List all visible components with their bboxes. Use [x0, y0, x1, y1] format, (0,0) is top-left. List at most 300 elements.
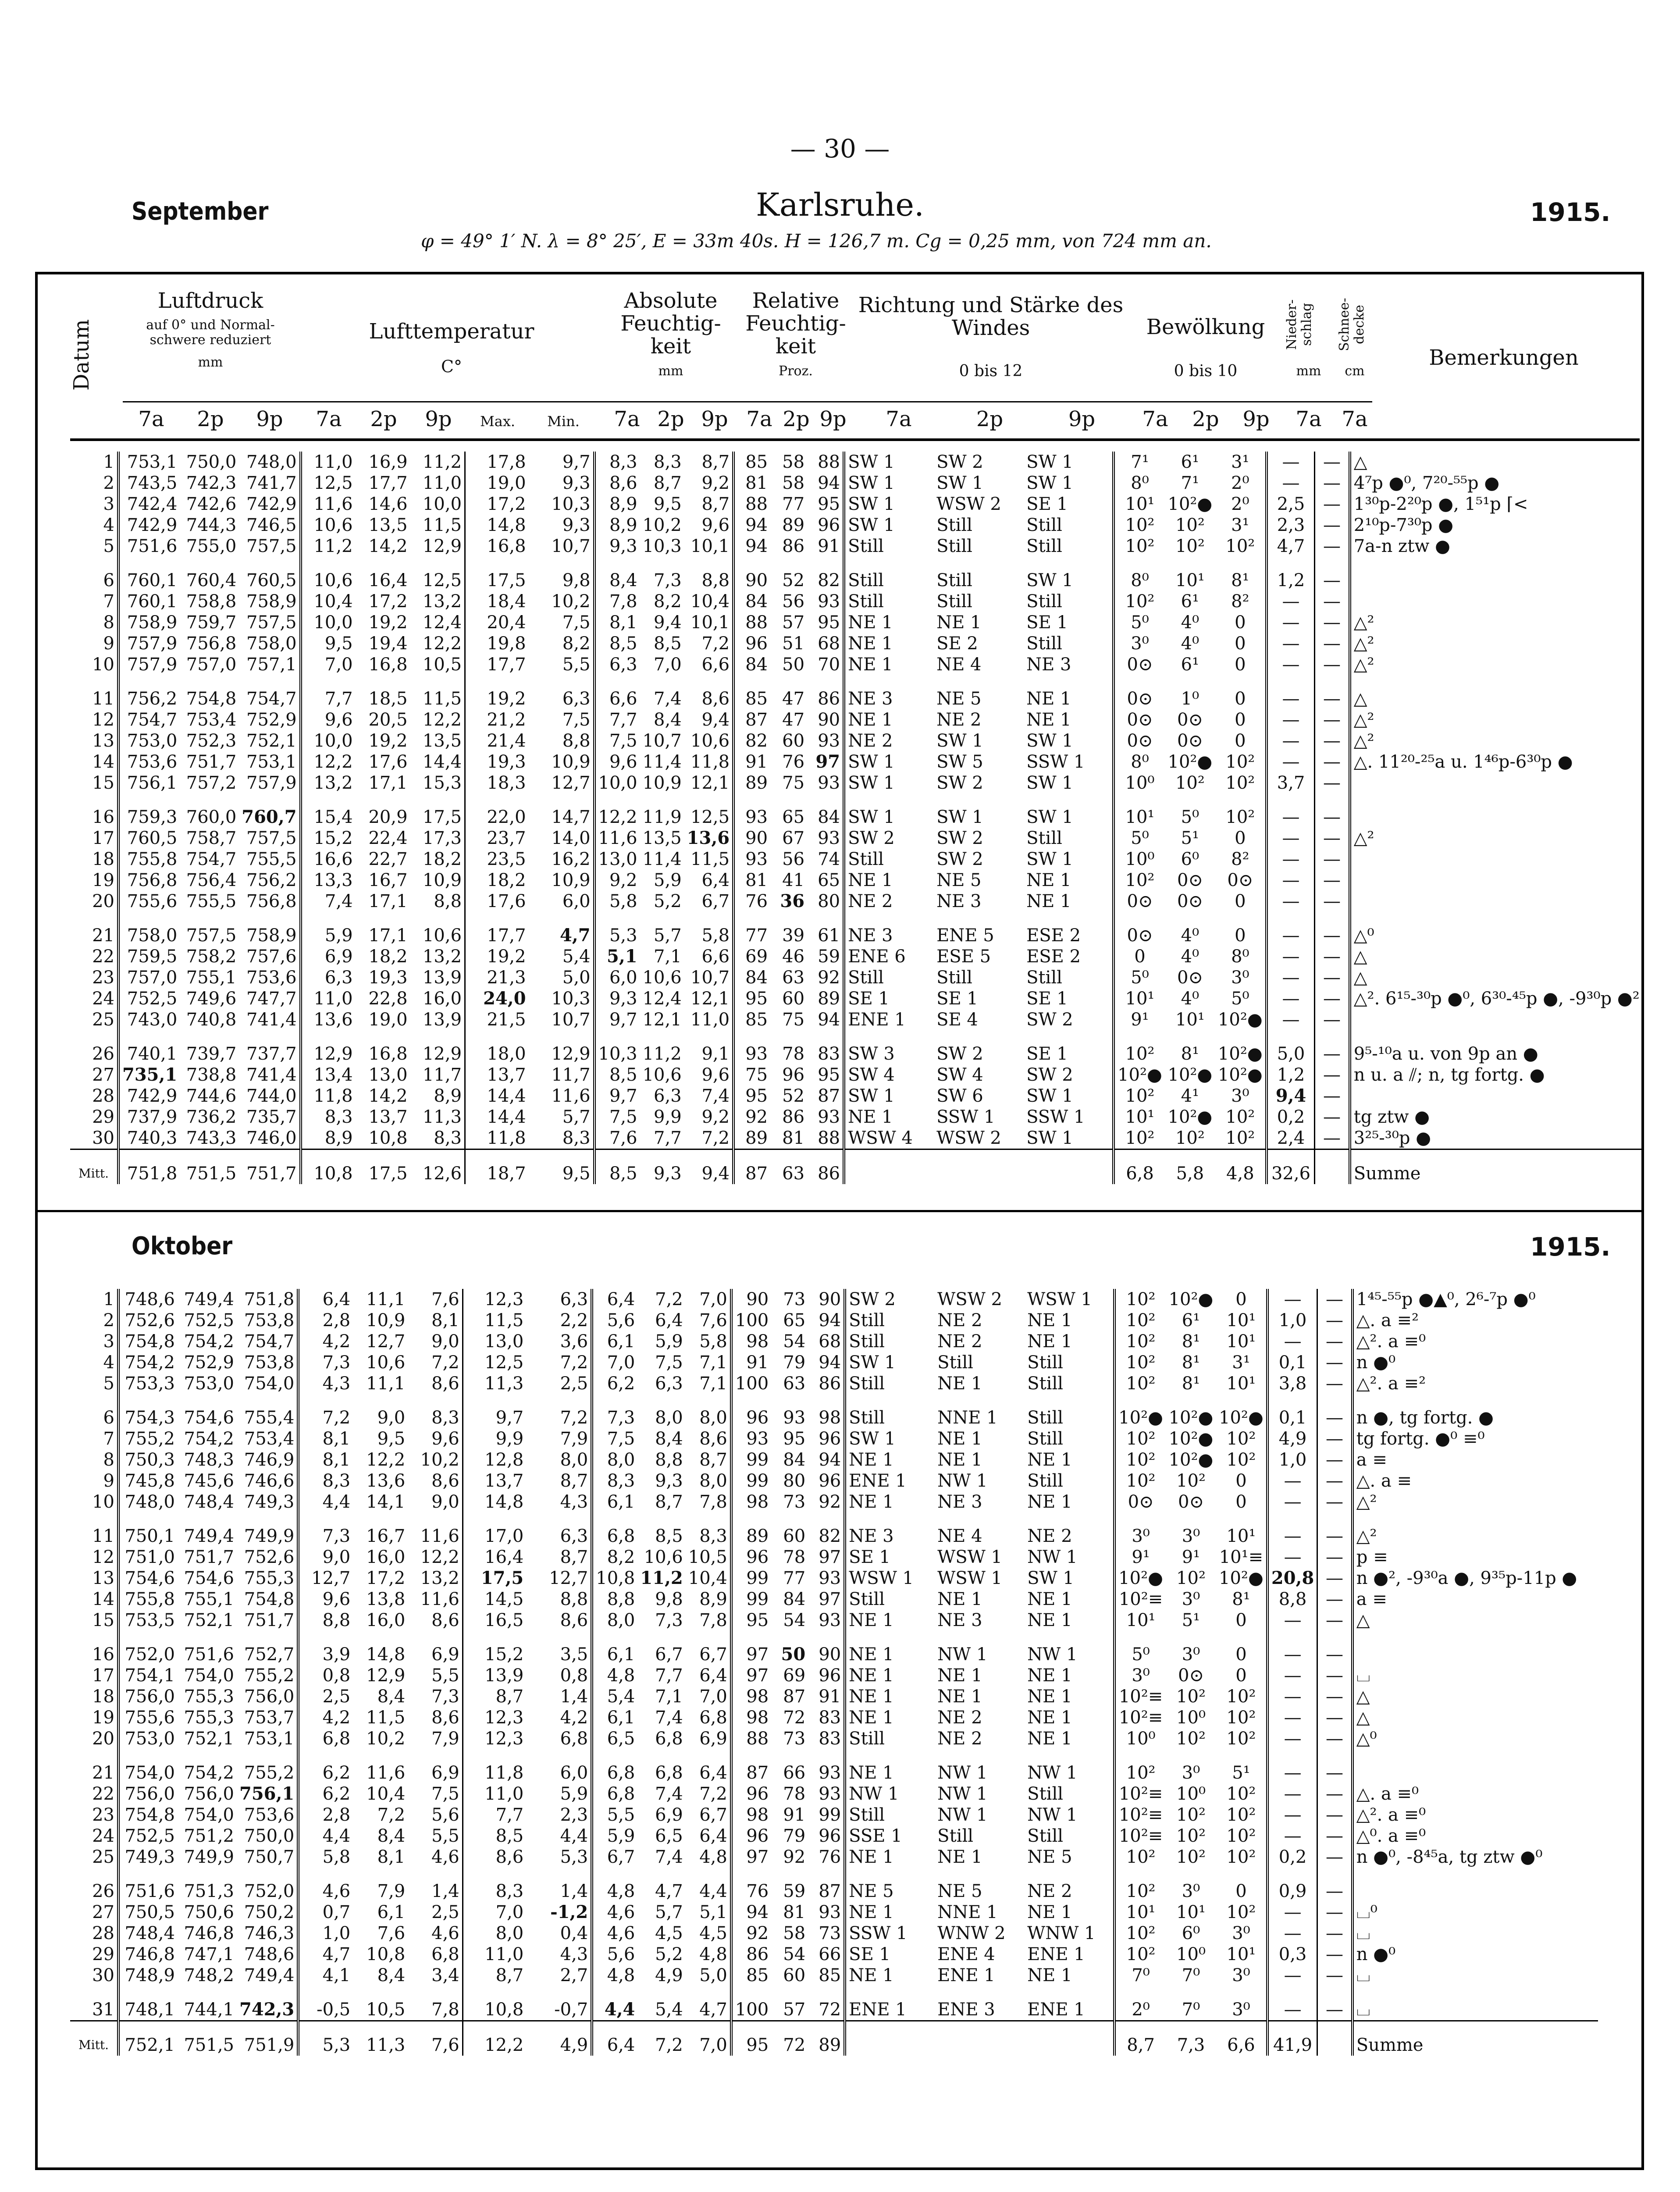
cell-rel-9p: 95: [818, 1065, 840, 1085]
cell-abs-7a: 6,8: [592, 1512, 637, 1547]
cell-bew-7a: 0⊙: [1114, 654, 1165, 675]
cell-niederschlag: 4,7: [1267, 536, 1315, 557]
cell-luftdruck-7a: 754,7: [118, 709, 180, 730]
cell-luftdruck-7a: 754,8: [118, 1331, 178, 1352]
cell-bew-7a: 0⊙: [1114, 891, 1165, 912]
cell-abs-7a: 6,4: [592, 1289, 637, 1310]
table-row: [70, 1665, 1598, 1686]
cell-temp-max: 11,5: [463, 1310, 526, 1331]
cell-rel-7a: 99: [731, 1589, 771, 1610]
mean-bew-2p: 5,8: [1165, 1149, 1215, 1185]
cell-bew-7a: 10⁰: [1114, 772, 1165, 794]
cell-luftdruck-7a: 752,0: [118, 1631, 178, 1665]
cell-temp-9p: 12,2: [420, 1547, 459, 1567]
cell-wind-7a: SW 1: [844, 494, 934, 515]
cell-bew-7a: 10²: [1114, 1289, 1166, 1310]
header-abs-unit: mm: [658, 363, 683, 379]
cell-wind-7a: Still: [844, 849, 934, 870]
cell-rel-2p: 73: [783, 1492, 806, 1512]
cell-luftdruck-2p: 751,2: [184, 1826, 234, 1846]
cell-abs-7a: 6,6: [594, 675, 640, 709]
cell-luftdruck-2p: 754,6: [184, 1568, 234, 1588]
cell-temp-2p: 10,8: [368, 1128, 408, 1148]
cell-bew-2p: 10²●: [1168, 1408, 1214, 1428]
cell-wind-7a: NE 3: [844, 675, 934, 709]
mean-temp-2p: 17,5: [356, 1149, 410, 1185]
cell-rel-2p: 54: [783, 1331, 806, 1352]
cell-luftdruck-2p: 744,3: [186, 515, 237, 535]
cell-datum: 13: [92, 1568, 114, 1588]
cell-bew-9p: 0: [1235, 689, 1246, 709]
cell-schneedecke: —: [1315, 515, 1350, 536]
cell-rel-9p: 92: [818, 968, 840, 988]
cell-bew-7a: 10²●: [1114, 1394, 1166, 1428]
cell-bew-7a: 10²: [1114, 1923, 1166, 1944]
cell-rel-9p: 82: [818, 570, 840, 591]
cell-temp-7a: 4,4: [298, 1825, 353, 1847]
subheader-luftdruck-9p: 9p: [256, 407, 283, 431]
cell-wind-7a: SE 1: [844, 988, 934, 1009]
cell-rel-9p: 90: [819, 1289, 841, 1310]
cell-abs-7a: 6,1: [592, 1631, 637, 1665]
cell-temp-7a: 15,2: [301, 828, 356, 849]
cell-temp-7a: 12,2: [301, 751, 356, 772]
cell-bemerkung: △²: [1350, 709, 1642, 730]
cell-temp-7a: 11,0: [301, 988, 356, 1009]
cell-temp-min: 5,7: [562, 1107, 591, 1127]
cell-temp-min: 6,0: [560, 1763, 588, 1783]
cell-temp-7a: 8,3: [298, 1470, 353, 1491]
cell-bemerkung: △⁰. a ≡⁰: [1353, 1825, 1598, 1847]
cell-luftdruck-7a: 737,9: [118, 1107, 180, 1128]
cell-rel-9p: 83: [818, 1044, 840, 1064]
cell-wind-7a: NE 1: [844, 612, 934, 633]
cell-abs-2p: 5,2: [655, 1944, 683, 1964]
cell-temp-7a: 15,4: [301, 794, 356, 828]
cell-bew-7a: 2⁰: [1114, 1986, 1166, 2021]
cell-rel-2p: 95: [783, 1429, 806, 1449]
cell-luftdruck-2p: 738,8: [186, 1065, 237, 1085]
cell-schneedecke: —: [1315, 709, 1350, 730]
cell-abs-9p: 9,2: [701, 1107, 730, 1127]
cell-bew-9p: 3⁰: [1231, 1086, 1249, 1106]
cell-schneedecke: —: [1317, 1825, 1353, 1847]
cell-wind-2p: NW 1: [937, 1784, 988, 1804]
mean-niederschlag: 41,9: [1267, 2021, 1317, 2056]
cell-temp-7a: 6,3: [301, 967, 356, 988]
cell-bemerkung: [1350, 849, 1642, 870]
cell-bew-2p: 6¹: [1181, 655, 1199, 675]
cell-abs-9p: 7,1: [699, 1374, 727, 1394]
cell-datum: 22: [92, 947, 114, 967]
cell-wind-2p: ENE 1: [937, 1965, 995, 1986]
cell-temp-2p: 19,2: [368, 612, 408, 633]
cell-bew-2p: 0⊙: [1177, 968, 1203, 988]
cell-rel-7a: 81: [733, 870, 770, 891]
cell-luftdruck-9p: 752,0: [244, 1881, 295, 1901]
cell-abs-9p: 6,9: [699, 1729, 727, 1749]
cell-luftdruck-2p: 740,8: [186, 1010, 237, 1030]
cell-rel-2p: 73: [783, 1729, 806, 1749]
cell-temp-max: 15,2: [463, 1631, 526, 1665]
cell-abs-2p: 4,9: [655, 1965, 683, 1986]
cell-bew-7a: 10²●: [1114, 1064, 1165, 1085]
cell-luftdruck-9p: 737,7: [246, 1044, 297, 1064]
table-row: [70, 1707, 1598, 1728]
cell-abs-2p: 7,7: [654, 1128, 682, 1148]
cell-temp-min: 4,7: [559, 925, 591, 946]
cell-abs-9p: 10,6: [691, 731, 730, 751]
cell-datum: 10: [92, 1492, 114, 1512]
oktober-table: [70, 1289, 1598, 2056]
cell-bew-9p: 0: [1235, 891, 1246, 911]
table-row: [70, 1009, 1642, 1030]
cell-abs-9p: 4,8: [699, 1944, 727, 1964]
cell-temp-min: 6,3: [562, 689, 591, 709]
cell-temp-9p: 13,2: [420, 1568, 459, 1588]
table-row: [70, 1373, 1598, 1394]
cell-abs-2p: 5,7: [654, 925, 682, 946]
cell-abs-2p: 8,8: [655, 1450, 683, 1470]
cell-bew-9p: 2⁰: [1231, 494, 1249, 514]
cell-abs-9p: 7,8: [699, 1610, 727, 1630]
cell-schneedecke: —: [1315, 772, 1350, 794]
cell-temp-2p: 8,4: [377, 1965, 406, 1986]
cell-datum: 13: [92, 731, 114, 751]
cell-luftdruck-9p: 751,7: [244, 1610, 295, 1630]
cell-abs-2p: 4,7: [655, 1881, 683, 1901]
cell-rel-9p: 99: [819, 1805, 841, 1825]
cell-temp-max: 9,9: [463, 1428, 526, 1449]
cell-temp-2p: 19,4: [368, 633, 408, 654]
cell-bew-7a: 10²≡: [1114, 1589, 1166, 1610]
cell-bew-9p: 5⁰: [1231, 989, 1249, 1009]
cell-schneedecke: —: [1315, 591, 1350, 612]
cell-bew-9p: 8²: [1231, 849, 1249, 869]
mean-rel-7a: 87: [733, 1149, 770, 1185]
cell-luftdruck-9p: 757,1: [246, 655, 297, 675]
cell-temp-max: 13,7: [463, 1470, 526, 1491]
cell-abs-9p: 8,9: [699, 1589, 727, 1609]
cell-rel-7a: 97: [731, 1847, 771, 1868]
cell-schneedecke: —: [1317, 1470, 1353, 1491]
cell-wind-2p: Still: [936, 570, 972, 591]
cell-temp-min: 5,9: [560, 1784, 588, 1804]
cell-abs-9p: 6,4: [699, 1763, 727, 1783]
cell-bew-2p: 10²: [1175, 536, 1205, 556]
cell-wind-2p: NE 1: [937, 1687, 982, 1707]
cell-temp-9p: 10,5: [422, 655, 462, 675]
cell-wind-7a: SE 1: [845, 1944, 935, 1965]
mean-rel-9p: 89: [808, 2021, 845, 2056]
cell-temp-7a: 6,9: [301, 946, 356, 967]
cell-abs-2p: 10,9: [642, 773, 682, 793]
cell-abs-2p: 8,0: [655, 1408, 683, 1428]
cell-bew-7a: 10²●: [1114, 1568, 1166, 1589]
cell-schneedecke: —: [1317, 1944, 1353, 1965]
cell-rel-7a: 95: [733, 988, 770, 1009]
cell-bew-7a: 0⊙: [1114, 709, 1165, 730]
cell-wind-7a: NE 1: [844, 633, 934, 654]
cell-rel-7a: 84: [733, 591, 770, 612]
cell-rel-9p: 92: [819, 1492, 841, 1512]
cell-wind-7a: SW 1: [844, 1085, 934, 1107]
table-row: [70, 1804, 1598, 1825]
cell-bemerkung: △²: [1350, 633, 1642, 654]
table-row: [70, 1944, 1598, 1965]
table-row: [70, 591, 1642, 612]
cell-niederschlag: 0,2: [1267, 1107, 1315, 1128]
cell-temp-max: 8,7: [463, 1965, 526, 1986]
cell-rel-7a: 89: [733, 1128, 770, 1149]
cell-temp-min: 7,5: [562, 710, 591, 730]
cell-bemerkung: 4⁷p ●⁰, 7²⁰-⁵⁵p ●: [1350, 473, 1642, 494]
cell-temp-max: 18,3: [465, 772, 529, 794]
cell-luftdruck-7a: 753,5: [118, 1610, 178, 1631]
cell-wind-2p: NE 1: [937, 1450, 982, 1470]
cell-rel-7a: 84: [733, 967, 770, 988]
cell-bew-7a: 10²≡: [1114, 1686, 1166, 1707]
cell-temp-7a: 8,9: [301, 1128, 356, 1149]
cell-abs-9p: 7,0: [699, 1687, 727, 1707]
header-mid-rule: [123, 401, 1372, 402]
cell-luftdruck-9p: 755,5: [246, 849, 297, 869]
cell-schneedecke: —: [1317, 1568, 1353, 1589]
cell-temp-min: 10,3: [551, 494, 591, 514]
cell-bew-9p: 0: [1235, 1471, 1247, 1491]
cell-bew-2p: 10²●: [1167, 1107, 1213, 1127]
cell-abs-9p: 11,5: [691, 849, 730, 869]
cell-schneedecke: —: [1315, 494, 1350, 515]
cell-rel-9p: 72: [819, 2000, 841, 2020]
cell-temp-min: 8,8: [562, 731, 591, 751]
cell-temp-max: 11,8: [465, 1128, 529, 1149]
cell-luftdruck-9p: 741,4: [246, 1065, 297, 1085]
cell-luftdruck-7a: 740,3: [118, 1128, 180, 1149]
cell-schneedecke: —: [1317, 1352, 1353, 1373]
cell-abs-2p: 6,9: [655, 1805, 683, 1825]
cell-luftdruck-2p: 757,2: [186, 773, 237, 793]
cell-abs-9p: 5,8: [701, 925, 730, 946]
cell-temp-max: 17,7: [465, 912, 529, 946]
cell-bemerkung: △: [1353, 1707, 1598, 1728]
cell-temp-2p: 11,5: [366, 1708, 406, 1728]
cell-temp-max: 8,3: [463, 1868, 526, 1902]
mean-datum: Mitt.: [70, 2021, 118, 2056]
cell-temp-2p: 22,4: [368, 828, 408, 848]
cell-temp-2p: 14,1: [366, 1492, 406, 1512]
cell-niederschlag: —: [1267, 912, 1315, 946]
cell-schneedecke: —: [1317, 1686, 1353, 1707]
cell-wind-7a: ENE 1: [844, 1009, 934, 1030]
cell-bemerkung: 1³⁰p-2²⁰p ●, 1⁵¹p ⌈<: [1350, 494, 1642, 515]
cell-abs-9p: 6,4: [699, 1665, 727, 1686]
cell-rel-2p: 65: [782, 807, 805, 827]
cell-bew-7a: 10²: [1114, 1030, 1165, 1064]
cell-datum: 30: [92, 1128, 114, 1148]
cell-wind-2p: SW 1: [936, 807, 983, 827]
cell-temp-max: 21,2: [465, 709, 529, 730]
station-title: Karlsruhe.: [756, 186, 924, 223]
cell-rel-9p: 93: [819, 1763, 841, 1783]
cell-niederschlag: 0,1: [1267, 1394, 1317, 1428]
cell-bew-2p: 5⁰: [1181, 807, 1199, 827]
cell-luftdruck-2p: 757,0: [186, 655, 237, 675]
cell-niederschlag: —: [1267, 946, 1315, 967]
mean-luftdruck-7a: 751,8: [118, 1149, 180, 1185]
cell-abs-9p: 6,8: [699, 1708, 727, 1728]
table-row: [70, 967, 1642, 988]
cell-wind-9p: Still: [1027, 1784, 1064, 1804]
cell-temp-min: 6,8: [560, 1729, 588, 1749]
cell-rel-9p: 98: [819, 1408, 841, 1428]
cell-niederschlag: —: [1267, 1728, 1317, 1749]
cell-temp-7a: 9,5: [301, 633, 356, 654]
cell-bew-9p: 0: [1235, 925, 1246, 946]
cell-niederschlag: 1,2: [1267, 1064, 1315, 1085]
cell-rel-2p: 59: [783, 1881, 806, 1901]
cell-datum: 9: [103, 633, 114, 654]
cell-wind-9p: Still: [1027, 1374, 1064, 1394]
cell-wind-7a: NE 1: [845, 1847, 935, 1868]
cell-datum: 29: [92, 1944, 114, 1964]
cell-temp-2p: 16,4: [368, 570, 408, 591]
cell-bew-2p: 0⊙: [1177, 710, 1203, 730]
header-bew-scale: 0 bis 10: [1174, 362, 1238, 380]
cell-luftdruck-7a: 753,1: [118, 452, 180, 473]
cell-wind-2p: NW 1: [937, 1644, 988, 1665]
cell-luftdruck-7a: 742,4: [118, 494, 180, 515]
cell-temp-max: 17,0: [463, 1512, 526, 1547]
cell-temp-7a: 4,4: [298, 1491, 353, 1512]
cell-temp-9p: 5,5: [431, 1665, 459, 1686]
cell-rel-9p: 87: [818, 1086, 840, 1106]
cell-temp-2p: 16,0: [366, 1547, 406, 1567]
cell-luftdruck-2p: 756,4: [186, 870, 237, 890]
subheader-temp-max: Max.: [480, 413, 516, 430]
cell-bemerkung: n ●², -9³⁰a ●, 9³⁵p-11p ●: [1353, 1568, 1598, 1589]
cell-wind-7a: Still: [845, 1373, 935, 1394]
cell-temp-9p: 11,6: [420, 1526, 459, 1546]
cell-bemerkung: △. a ≡: [1353, 1470, 1598, 1491]
mean-abs-9p: 9,4: [684, 1149, 733, 1185]
cell-temp-7a: 10,4: [301, 591, 356, 612]
cell-temp-7a: 8,3: [301, 1107, 356, 1128]
cell-rel-7a: 77: [733, 912, 770, 946]
cell-abs-2p: 7,4: [654, 689, 682, 709]
cell-temp-7a: 10,6: [301, 515, 356, 536]
cell-temp-min: 16,2: [551, 849, 591, 869]
cell-schneedecke: —: [1317, 1589, 1353, 1610]
table-row: [70, 946, 1642, 967]
cell-wind-2p: Still: [937, 1826, 974, 1846]
cell-wind-2p: SW 2: [936, 849, 983, 869]
cell-niederschlag: —: [1267, 849, 1315, 870]
cell-abs-9p: 10,7: [691, 968, 730, 988]
cell-wind-9p: SW 1: [1026, 807, 1073, 827]
cell-rel-7a: 94: [733, 515, 770, 536]
cell-luftdruck-7a: 743,5: [118, 473, 180, 494]
cell-rel-9p: 68: [819, 1331, 841, 1352]
cell-wind-9p: NE 2: [1027, 1526, 1072, 1546]
cell-rel-9p: 65: [818, 870, 840, 890]
cell-temp-min: 6,3: [560, 1289, 588, 1310]
cell-luftdruck-7a: 748,0: [118, 1491, 178, 1512]
cell-schneedecke: —: [1315, 849, 1350, 870]
cell-rel-2p: 69: [783, 1665, 806, 1686]
cell-rel-7a: 96: [733, 633, 770, 654]
cell-temp-9p: 8,9: [434, 1086, 462, 1106]
cell-luftdruck-2p: 753,4: [186, 710, 237, 730]
cell-abs-2p: 10,3: [642, 536, 682, 556]
cell-rel-7a: 93: [733, 849, 770, 870]
cell-bew-7a: 10²: [1114, 1352, 1166, 1373]
cell-abs-2p: 9,5: [654, 494, 682, 514]
cell-rel-7a: 99: [731, 1470, 771, 1491]
cell-rel-7a: 75: [733, 1064, 770, 1085]
cell-bew-9p: 10²: [1226, 1450, 1256, 1470]
cell-temp-min: 8,3: [562, 1128, 591, 1148]
cell-rel-9p: 61: [818, 925, 840, 946]
cell-luftdruck-9p: 746,0: [246, 1128, 297, 1148]
cell-luftdruck-7a: 758,9: [118, 612, 180, 633]
cell-rel-7a: 100: [731, 1310, 771, 1331]
cell-wind-9p: NE 1: [1027, 1965, 1072, 1986]
cell-rel-7a: 85: [733, 1009, 770, 1030]
cell-abs-7a: 7,6: [594, 1128, 640, 1149]
cell-wind-9p: SE 1: [1026, 612, 1068, 633]
cell-luftdruck-9p: 753,6: [244, 1805, 295, 1825]
cell-rel-7a: 97: [731, 1631, 771, 1665]
cell-rel-2p: 63: [782, 968, 805, 988]
cell-temp-min: 4,3: [560, 1492, 588, 1512]
cell-wind-7a: WSW 1: [845, 1568, 935, 1589]
cell-rel-7a: 88: [733, 494, 770, 515]
cell-temp-9p: 11,2: [422, 452, 462, 472]
cell-abs-7a: 6,1: [592, 1491, 637, 1512]
cell-luftdruck-9p: 752,1: [246, 731, 297, 751]
cell-niederschlag: —: [1267, 1965, 1317, 1986]
cell-rel-7a: 89: [731, 1512, 771, 1547]
cell-abs-9p: 6,7: [699, 1644, 727, 1665]
table-row: [70, 1783, 1598, 1804]
cell-luftdruck-2p: 755,1: [184, 1589, 234, 1609]
cell-luftdruck-7a: 757,0: [118, 967, 180, 988]
cell-temp-2p: 14,6: [368, 494, 408, 514]
cell-bew-9p: 8¹: [1231, 570, 1249, 591]
cell-rel-9p: 96: [819, 1471, 841, 1491]
cell-temp-2p: 17,2: [366, 1568, 406, 1588]
cell-bew-9p: 10²●: [1219, 1408, 1264, 1428]
cell-niederschlag: 2,5: [1267, 494, 1315, 515]
cell-wind-7a: WSW 4: [844, 1128, 934, 1149]
cell-schneedecke: —: [1315, 557, 1350, 591]
cell-abs-7a: 8,2: [592, 1547, 637, 1568]
cell-schneedecke: —: [1317, 1728, 1353, 1749]
table-row: [70, 1749, 1598, 1783]
cell-wind-7a: NE 1: [844, 870, 934, 891]
cell-abs-7a: 10,0: [594, 772, 640, 794]
cell-temp-min: 2,3: [560, 1805, 588, 1825]
cell-bemerkung: ⌴⁰: [1353, 1902, 1598, 1923]
cell-temp-2p: 17,1: [368, 925, 408, 946]
cell-wind-9p: NW 1: [1027, 1547, 1078, 1567]
cell-rel-9p: 86: [818, 689, 840, 709]
cell-bew-2p: 0⊙: [1177, 891, 1203, 911]
cell-abs-2p: 8,3: [654, 452, 682, 472]
cell-rel-7a: 98: [731, 1686, 771, 1707]
cell-abs-2p: 7,1: [654, 947, 682, 967]
